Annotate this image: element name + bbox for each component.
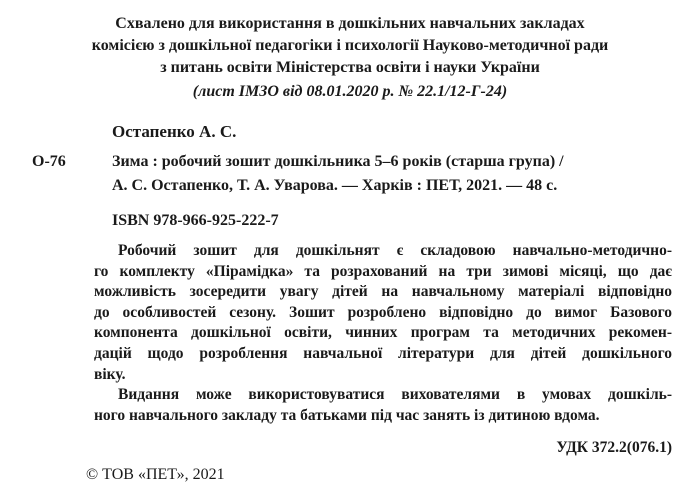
- annotation-line: компонента дошкільної освіти, чинних програм та методичних рекомен-: [94, 324, 672, 342]
- approval-letter: (лист ІМЗО від 08.01.2020 р. № 22.1/12-Г-24): [192, 83, 508, 100]
- annotation-line: можливість зосередити увагу дітей на навчальному матеріалі відповідно: [94, 283, 672, 301]
- annotation-line: віку.: [94, 365, 126, 383]
- annotation-paragraph-2: [94, 385, 672, 426]
- bibliographic-line-2: А. С. Остапенко, Т. А. Уварова. — Харків : ПЕТ, 2021. — 48 с.: [112, 177, 558, 194]
- annotation-line: го комплекту «Пірамідка» та розрахований на три зимові місяці, що дає: [94, 262, 672, 280]
- author-heading: Остапенко А. С.: [112, 122, 237, 141]
- annotation-line: ного навчального закладу та батьками під час занять із дитиною вдома.: [94, 406, 600, 424]
- bibliographic-line-1: Зима : робочий зошит дошкільника 5–6 років (старша група) /: [112, 153, 564, 170]
- approval-line-2: комісією з дошкільної педагогіки і психології Науково-методичної ради: [91, 37, 609, 54]
- approval-line-1: Схвалено для використання в дошкільних навчальних закладах: [115, 15, 585, 32]
- approval-line-3: з питань освіти Міністерства освіти і науки України: [160, 59, 540, 76]
- catalog-code: О-76: [32, 153, 66, 170]
- isbn: ISBN 978-966-925-222-7: [112, 212, 279, 229]
- annotation-line: Робочий зошит для дошкільнят є складовою навчально-методично-: [118, 242, 672, 259]
- annotation-line: дацій щодо розроблення навчальної літератури для дітей дошкільного: [94, 344, 672, 362]
- copyright: © ТОВ «ПЕТ», 2021: [86, 466, 225, 483]
- annotation-paragraph-1: [94, 241, 672, 385]
- annotation-line: до особливостей сезону. Зошит розроблено відповідно до вимог Базового: [94, 303, 672, 321]
- annotation-line: Видання може використовуватися вихователями в умовах дошкіль-: [118, 386, 672, 403]
- udk-code: УДК 372.2(076.1): [556, 439, 672, 456]
